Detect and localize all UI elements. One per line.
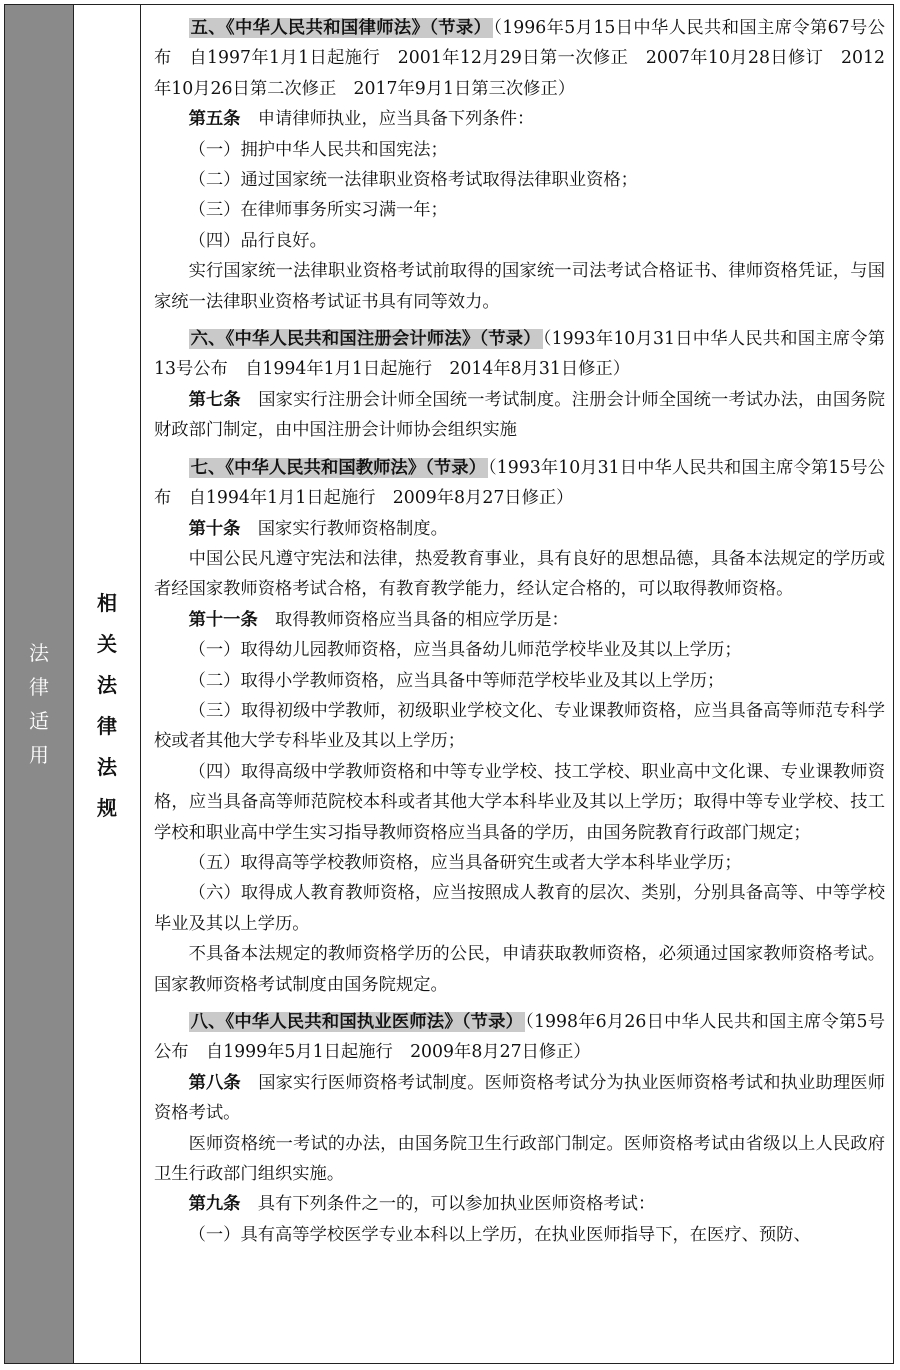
section-heading-paragraph [154,453,885,514]
category-label: 法律适用 [29,641,49,767]
article-paragraph [154,385,885,446]
paragraph-text: 中国公民凡遵守宪法和法律，热爱教育事业，具有良好的思想品德，具备本法规定的学历或者经国家教师资格考试合格，有教育教学能力，经认定合格的，可以取得教师资格。 [154,548,885,600]
subcategory-label: 相关法律法规 [97,591,117,820]
paragraph-text: 医师资格统一考试的办法，由国务院卫生行政部门制定。医师资格考试由省级以上人民政府卫生行政部门组织实施。 [154,1133,885,1185]
section-heading-paragraph [154,13,885,104]
clause-paragraph [154,878,885,939]
paragraph-text: 申请律师执业，应当具备下列条件： [257,109,535,130]
content-column [141,5,893,1363]
paragraph-text: （二）取得小学教师资格，应当具备中等师范学校毕业及其以上学历； [188,670,725,691]
article-number: 第七条 [188,389,241,410]
article-number: 第九条 [188,1194,241,1215]
section-heading-paragraph [154,1007,885,1068]
article-paragraph [154,514,885,544]
law-table [4,4,894,1364]
clause-paragraph [154,757,885,848]
clause-paragraph [154,165,885,195]
article-paragraph [154,104,885,134]
paragraph-text: 具有下列条件之一的，可以参加执业医师资格考试： [257,1194,656,1215]
paragraph-text: （二）通过国家统一法律职业资格考试取得法律职业资格； [188,170,638,191]
clause-paragraph [154,666,885,696]
clause-paragraph [154,226,885,256]
clause-paragraph [154,1129,885,1190]
section-note: （1996年5月15日中华人民共和国主席令第67号公布 自1997年1月1日起施行 2001年12月29日第一次修正 2007年10月28日修订 2012年10月26日第二次修正 2017年9月1日第三次修正） [154,18,886,99]
clause-paragraph [154,696,885,757]
paragraph-text: （五）取得高等学校教师资格，应当具备研究生或者大学本科毕业学历； [188,852,742,873]
clause-paragraph [154,195,885,225]
clause-paragraph [154,939,885,1000]
article-number: 第五条 [188,109,241,130]
paragraph-text: （三）取得初级中学教师，初级职业学校文化、专业课教师资格，应当具备高等师范专科学校或者其他大学专科毕业及其以上学历； [154,700,885,752]
article-paragraph [154,1068,885,1129]
clause-paragraph [154,1220,885,1250]
paragraph-text: （三）在律师事务所实习满一年； [188,200,448,221]
paragraph-text: （一）具有高等学校医学专业本科以上学历，在执业医师指导下，在医疗、预防、 [188,1224,811,1245]
article-number: 第十条 [188,518,241,539]
clause-paragraph [154,544,885,605]
section-title: 六、《中华人民共和国注册会计师法》（节录） [190,329,541,350]
paragraph-text: （四）品行良好。 [188,230,327,251]
article-paragraph [154,1189,885,1219]
paragraph-text: （一）取得幼儿园教师资格，应当具备幼儿师范学校毕业及其以上学历； [188,640,742,661]
paragraph-text: 国家实行教师资格制度。 [257,518,448,539]
section-note: （1998年6月26日中华人民共和国主席令第5号公布 自1999年5月1日起施行 2009年8月27日修正） [154,1012,885,1063]
paragraph-text: 取得教师资格应当具备的相应学历是： [275,609,569,630]
clause-paragraph [154,848,885,878]
section-title: 八、《中华人民共和国执业医师法》（节录） [190,1012,524,1032]
paragraph-text: 不具备本法规定的教师资格学历的公民，申请获取教师资格，必须通过国家教师资格考试。国家教师资格考试制度由国务院规定。 [154,944,885,995]
paragraph-text: （六）取得成人教育教师资格，应当按照成人教育的层次、类别，分别具备高等、中等学校毕业及其以上学历。 [154,883,885,934]
section-title: 七、《中华人民共和国教师法》（节录） [190,457,487,478]
article-paragraph [154,605,885,635]
category-column [5,5,74,1363]
clause-paragraph [154,256,885,317]
subcategory-column [74,5,141,1363]
section-title: 五、《中华人民共和国律师法》（节录） [190,18,492,38]
paragraph-text: 国家实行注册会计师全国统一考试制度。注册会计师全国统一考试办法，由国务院财政部门制定，由中国注册会计师协会组织实施 [154,389,885,441]
clause-paragraph [154,135,885,165]
paragraph-text: （一）拥护中华人民共和国宪法； [188,139,448,160]
article-number: 第八条 [188,1072,241,1093]
paragraph-text: 实行国家统一法律职业资格考试前取得的国家统一司法考试合格证书、律师资格凭证，与国家统一法律职业资格考试证书具有同等效力。 [154,261,885,312]
section-heading-paragraph [154,324,885,385]
section-note: （1993年10月31日中华人民共和国主席令第15号公布 自1994年1月1日起施行 2009年8月27日修正） [154,457,885,509]
article-number: 第十一条 [188,609,258,630]
paragraph-text: 国家实行医师资格考试制度。医师资格考试分为执业医师资格考试和执业助理医师资格考试。 [154,1072,885,1124]
section-note: （1993年10月31日中华人民共和国主席令第13号公布 自1994年1月1日起施行 2014年8月31日修正） [154,329,885,380]
clause-paragraph [154,635,885,665]
paragraph-text: （四）取得高级中学教师资格和中等专业学校、技工学校、职业高中文化课、专业课教师资格，应当具备高等师范院校本科或者其他大学本科毕业及其以上学历；取得中等专业学校、技工学校和职业高中学生实习指导教师资格应当具备的学历，由国务院教育行政部门规定； [154,761,885,843]
